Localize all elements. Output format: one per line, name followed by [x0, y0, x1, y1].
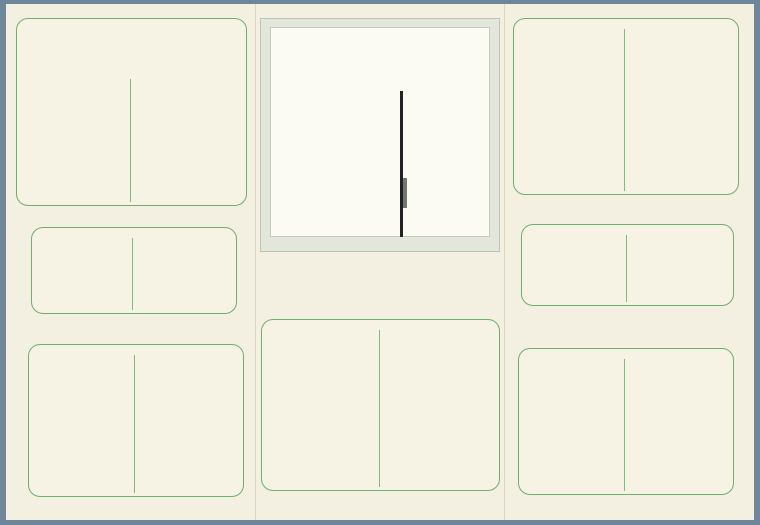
vleesschotels-columns: [267, 330, 494, 487]
fold-line: [255, 4, 256, 520]
visgerechten-panel: [513, 18, 739, 195]
voorgerechten-specials: [19, 34, 226, 94]
lunch-divider: [400, 91, 403, 237]
specialiteiten-col2: [626, 235, 729, 302]
nagerechten-panel: [518, 348, 734, 495]
soepen-panel: [31, 227, 237, 314]
soepen-columns: [37, 238, 231, 310]
eiergerechten-panel: [28, 344, 244, 497]
voorgerechten-col2: [130, 79, 242, 202]
vleesschotels-col1: [267, 330, 379, 487]
voorgerechten-columns: [22, 79, 241, 202]
lunch-diner-inner: [270, 27, 490, 237]
visgerechten-col1: [519, 29, 624, 191]
voorgerechten-col1: [22, 79, 130, 202]
specialiteiten-columns: [527, 235, 728, 302]
vleesschotels-panel: [261, 319, 500, 491]
eiergerechten-columns: [34, 355, 238, 493]
nagerechten-col1: [524, 359, 624, 491]
fold-line: [504, 4, 505, 520]
eiergerechten-col2: [134, 355, 238, 493]
lunch-diner-card: [260, 18, 500, 252]
specialiteiten-panel: [521, 224, 734, 306]
lunch-divider-shadow: [403, 178, 407, 208]
specialiteiten-col1: [527, 235, 626, 302]
nagerechten-columns: [524, 359, 728, 491]
menu-card: [6, 4, 754, 520]
soepen-col2: [132, 238, 231, 310]
soepen-col1: [37, 238, 132, 310]
vleesschotels-col2: [379, 330, 495, 487]
eiergerechten-col1: [34, 355, 134, 493]
visgerechten-columns: [519, 29, 733, 191]
visgerechten-col2: [624, 29, 733, 191]
nagerechten-col2: [624, 359, 728, 491]
